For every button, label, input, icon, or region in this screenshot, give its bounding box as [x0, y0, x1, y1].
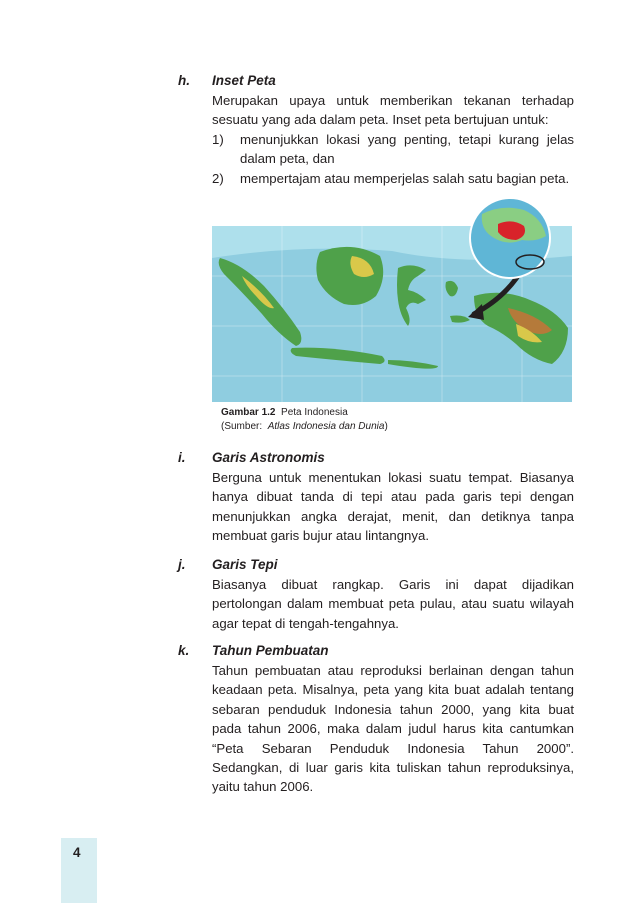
list-text: mempertajam atau memperjelas salah satu bagian peta. — [240, 170, 570, 186]
section-paragraph: Merupakan upaya untuk memberikan tekanan terhadap sesuatu yang ada dalam peta. Inset peta bertujuan untuk: — [212, 93, 574, 128]
caption-title: Peta Indonesia — [281, 407, 348, 418]
caption-label: Gambar 1.2 — [221, 407, 276, 418]
caption-line-2 — [221, 420, 388, 434]
section-paragraph: Berguna untuk menentukan lokasi suatu tempat. Biasanya hanya dibuat tanda di tepi atau pada garis tepi dengan menunjukkan angka derajat, menit, dan detiknya tanpa membuat garis bujur atau lintangnya. — [212, 470, 574, 544]
section-title: Tahun Pembuatan — [212, 643, 329, 658]
list-number: 2) — [212, 170, 224, 186]
section-body — [212, 91, 574, 188]
section-letter: j. — [178, 557, 186, 572]
section-title: Garis Astronomis — [212, 450, 325, 465]
section-letter: k. — [178, 643, 190, 658]
caption-source-prefix: (Sumber: — [221, 421, 263, 432]
section-letter: h. — [178, 73, 190, 88]
list-text: menunjukkan lokasi yang penting, tetapi kurang jelas dalam peta, dan — [240, 131, 574, 167]
caption-source-suffix: ) — [384, 421, 388, 432]
section-letter: i. — [178, 450, 186, 465]
section-body — [212, 468, 574, 546]
page-number: 4 — [73, 845, 81, 860]
figure-caption — [221, 406, 388, 434]
caption-line-1 — [221, 406, 388, 420]
section-body — [212, 661, 574, 797]
section-title: Inset Peta — [212, 73, 276, 88]
section-paragraph: Biasanya dibuat rangkap. Garis ini dapat dijadikan pertolongan dalam membuat peta pulau, atau suatu wilayah agar tepat di tengah-tengahnya. — [212, 577, 574, 631]
section-paragraph: Tahun pembuatan atau reproduksi berlainan dengan tahun keadaan peta. Misalnya, peta yang kita buat adalah tentang sebaran penduduk Indonesia tahun 2000, yang kita buat pada tahun 2006, maka dalam judul harus kita cantumkan “Peta Sebaran Penduduk Indonesia Tahun 2000”. Sedangkan, di luar garis kita tuliskan tahun reproduksinya, yaitu tahun 2006. — [212, 663, 574, 795]
indonesia-map-image — [212, 196, 572, 402]
indonesia-map-figure — [212, 196, 572, 402]
list-item — [212, 169, 574, 188]
caption-source-title: Atlas Indonesia dan Dunia — [267, 421, 385, 432]
list-number: 1) — [212, 131, 224, 147]
list-item — [212, 130, 574, 169]
section-body — [212, 575, 574, 633]
section-title: Garis Tepi — [212, 557, 278, 572]
